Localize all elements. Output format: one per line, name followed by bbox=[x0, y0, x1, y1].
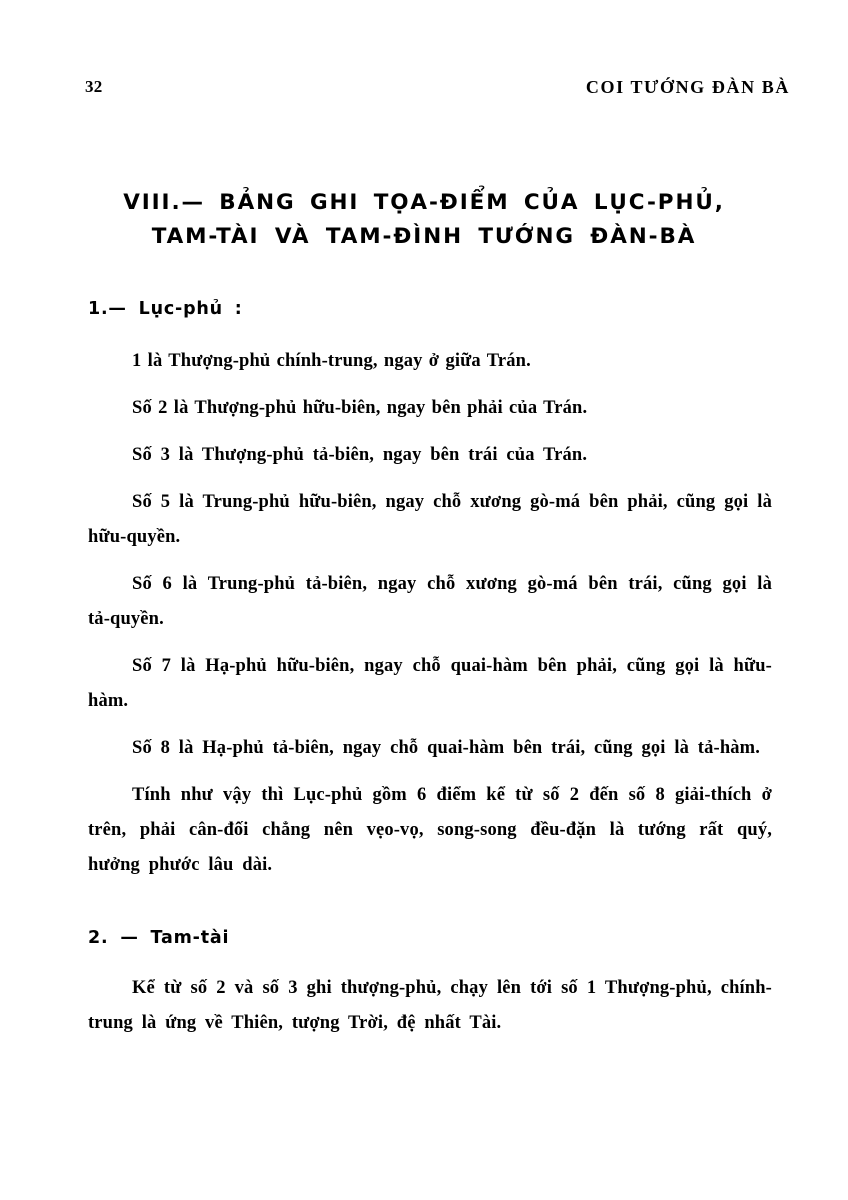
paragraph: 1 là Thượng-phủ chính-trung, ngay ở giữa Trán. bbox=[132, 351, 531, 371]
paragraph: Số 3 là Thượng-phủ tả-biên, ngay bên trái của Trán. bbox=[132, 445, 588, 465]
title-line-2: TAM-TÀI VÀ TAM-ĐÌNH TƯỚNG ĐÀN-BÀ bbox=[151, 224, 697, 249]
page-number: 32 bbox=[85, 77, 103, 96]
paragraph: Số 7 là Hạ-phủ hữu-biên, ngay chỗ quai-hàm bên phải, cũng gọi là hữu-hàm. bbox=[88, 656, 772, 711]
paragraph: Kể từ số 2 và số 3 ghi thượng-phủ, chạy lên tới số 1 Thượng-phủ, chính-trung là ứng về Thiên, tượng Trời, đệ nhất Tài. bbox=[88, 978, 772, 1033]
section-tam-tai bbox=[88, 925, 772, 1041]
paragraph: Số 5 là Trung-phủ hữu-biên, ngay chỗ xương gò-má bên phải, cũng gọi là hữu-quyền. bbox=[88, 492, 772, 547]
section-luc-phu bbox=[88, 296, 772, 883]
title-line-1: VIII.— BẢNG GHI TỌA-ĐIỂM CỦA LỤC-PHỦ, bbox=[123, 190, 725, 215]
section-heading-1: 1.— Lục-phủ : bbox=[88, 299, 243, 319]
running-title: COI TƯỚNG ĐÀN BÀ bbox=[585, 77, 790, 97]
running-header bbox=[85, 78, 790, 104]
paragraph: Tính như vậy thì Lục-phủ gồm 6 điểm kể từ số 2 đến số 8 giải-thích ở trên, phải cân-đối chẳng nên vẹo-vọ, song-song đều-đặn là tướng rất quý, hưởng phước lâu dài. bbox=[88, 785, 772, 875]
paragraph: Số 2 là Thượng-phủ hữu-biên, ngay bên phải của Trán. bbox=[132, 398, 588, 418]
section-heading-2: 2. — Tam-tài bbox=[88, 928, 230, 948]
body-content bbox=[88, 296, 772, 1041]
paragraph: Số 8 là Hạ-phủ tả-biên, ngay chỗ quai-hàm bên trái, cũng gọi là tả-hàm. bbox=[132, 738, 761, 758]
paragraph: Số 6 là Trung-phủ tả-biên, ngay chỗ xương gò-má bên trái, cũng gọi là tả-quyền. bbox=[88, 574, 772, 629]
page-title bbox=[70, 186, 778, 254]
